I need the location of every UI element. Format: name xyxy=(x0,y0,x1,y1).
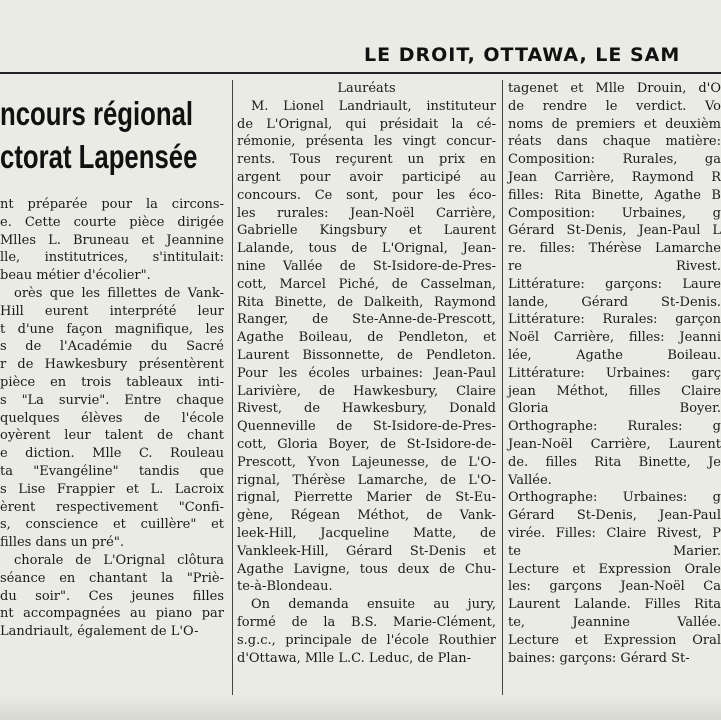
text-line: nine Vallée de St-Isidore-de-Pres- xyxy=(237,258,496,274)
text-line: baines: garçons: Gérard St- xyxy=(508,650,690,666)
column-rule-2 xyxy=(502,80,503,700)
text-line: orès que les fillettes de Vank- xyxy=(14,285,224,301)
text-line: e diction. Mlle C. Rouleau xyxy=(0,446,224,462)
text-line: t d'une façon magnifique, les xyxy=(0,321,224,337)
text-line: Littérature: Urbaines: garç xyxy=(508,365,721,381)
text-line: lle, institutrices, s'intitulait: xyxy=(0,250,224,266)
text-line: Gérard St-Denis, Jean-Paul L xyxy=(508,223,721,239)
text-line: réats dans chaque matière: xyxy=(508,134,721,150)
text-line: Ranger, de Ste-Anne-de-Prescott, xyxy=(237,312,496,328)
text-line: formé de la B.S. Marie-Clément, xyxy=(237,614,496,630)
text-line: pièce en trois tableaux inti- xyxy=(0,374,224,390)
text-line: Orthographe: Rurales: g xyxy=(508,419,721,435)
text-line: Gérard St-Denis, Jean-Paul xyxy=(508,508,721,524)
text-line: lée, Agathe Boileau. xyxy=(508,347,721,363)
text-line: Lecture et Expression Oral xyxy=(508,632,721,648)
text-line: beau métier d'écolier". xyxy=(0,268,151,284)
text-line: Agathe Boileau, de Pendleton, et xyxy=(237,330,496,346)
text-line: les: garçons Jean-Noël Ca xyxy=(508,579,721,595)
text-line: noms de premiers et deuxièm xyxy=(508,116,721,132)
masthead-rule xyxy=(0,72,721,74)
text-line: Laurent Bissonnette, de Pendleton. xyxy=(237,347,496,363)
text-line: Littérature: garçons: Laure xyxy=(508,276,721,292)
text-line: de L'Orignal, qui présidait la cé- xyxy=(237,116,496,132)
text-line: Vallée. xyxy=(508,472,552,488)
text-line: M. Lionel Landriault, instituteur xyxy=(251,98,496,114)
text-line: Gloria Boyer. xyxy=(508,401,721,417)
text-line: èrent respectivement "Confi- xyxy=(0,499,224,515)
text-line: filles dans un pré". xyxy=(0,535,124,551)
text-line: Gabrielle Kingsbury et Laurent xyxy=(237,223,496,239)
text-line: gène, Régean Méthot, de Vank- xyxy=(237,508,496,524)
text-line: concours. Ce sont, pour les éco- xyxy=(237,187,496,203)
text-line: s "La survie". Entre chaque xyxy=(0,392,224,408)
text-line: argent pour avoir participé au xyxy=(237,169,496,185)
text-line: Rivest, de Hawkesbury, Donald xyxy=(237,401,496,417)
text-line: tagenet et Mlle Drouin, d'O xyxy=(508,81,721,96)
text-line: Laurent Lalande. Filles Rita xyxy=(508,597,721,613)
text-line: séance en chantant la "Priè- xyxy=(0,570,224,586)
text-line: te Marier. xyxy=(508,543,721,559)
headline-line-1: ncours régional xyxy=(0,95,194,132)
text-line: e. Cette courte pièce dirigée xyxy=(0,214,224,230)
article-column-3 xyxy=(508,80,721,667)
text-line: ta "Evangéline" tandis que xyxy=(0,463,224,479)
text-line: Rita Binette, de Dalkeith, Raymond xyxy=(237,294,496,310)
text-line: d'Ottawa, Mlle L.C. Leduc, de Plan- xyxy=(237,650,471,666)
text-line: Hill eurent interprété leur xyxy=(0,303,224,319)
text-line: s, conscience et cuillère" et xyxy=(0,517,224,533)
text-line: Lalande, tous de L'Orignal, Jean- xyxy=(237,241,496,257)
text-line: Agathe Lavigne, tous deux de Chu- xyxy=(237,561,496,577)
text-line: Quenneville de St-Isidore-de-Pres- xyxy=(237,419,496,435)
text-line: te-à-Blondeau. xyxy=(237,579,333,595)
text-line: s Lise Frappier et L. Lacroix xyxy=(0,481,224,497)
text-line: du soir". Ces jeunes filles xyxy=(0,588,224,604)
article-column-1 xyxy=(0,196,224,641)
text-line: Littérature: Rurales: garçon xyxy=(508,312,721,328)
text-line: Landriault, également de L'O- xyxy=(0,624,199,640)
section-heading: Lauréats xyxy=(337,81,396,96)
headline-line-2: ctorat Lapensée xyxy=(0,138,198,175)
text-line: les rurales: Jean-Noël Carrière, xyxy=(237,205,496,221)
text-line: Vankleek-Hill, Gérard St-Denis et xyxy=(237,543,496,559)
bottom-edge xyxy=(0,695,721,720)
text-line: quelques élèves de l'école xyxy=(0,410,224,426)
text-line: Jean-Noël Carrière, Laurent xyxy=(508,436,721,452)
text-line: nt accompagnées au piano par xyxy=(0,606,224,622)
text-line: s de l'Académie du Sacré xyxy=(0,339,224,355)
text-line: Orthographe: Urbaines: g xyxy=(508,490,721,506)
text-line: de rendre le verdict. Vo xyxy=(508,98,721,114)
text-line: nt préparée pour la circons- xyxy=(0,197,224,212)
text-line: rémonie, présenta les vingt concur- xyxy=(237,134,496,150)
text-line: re Rivest. xyxy=(508,258,721,274)
text-line: Mlles L. Bruneau et Jeannine xyxy=(0,232,224,248)
text-line: lande, Gérard St-Denis. xyxy=(508,294,721,310)
text-line: rignal, Pierrette Marier de St-Eu- xyxy=(237,490,496,506)
text-line: rignal, Thérèse Lamarche, de L'O- xyxy=(237,472,496,488)
text-line: Lecture et Expression Orale xyxy=(508,561,721,577)
text-line: cott, Marcel Piché, de Casselman, xyxy=(237,276,496,292)
text-line: On demanda ensuite au jury, xyxy=(251,597,496,613)
text-line: Prescott, Yvon Lajeunesse, de L'O- xyxy=(237,454,496,470)
article-column-2 xyxy=(237,80,496,667)
text-line: Jean Carrière, Raymond R xyxy=(508,169,721,185)
text-line: jean Méthot, filles Claire xyxy=(508,383,721,399)
text-line: filles: Rita Binette, Agathe B xyxy=(508,187,721,203)
text-line: Composition: Rurales, ga xyxy=(508,152,721,168)
text-line: virée. Filles: Claire Rivest, P xyxy=(508,525,721,541)
text-line: re. filles: Thérèse Lamarche xyxy=(508,241,721,257)
text-line: te, Jeannine Vallée. xyxy=(508,614,721,630)
text-line: Pour les écoles urbaines: Jean-Paul xyxy=(237,365,496,381)
text-line: rents. Tous reçurent un prix en xyxy=(237,152,496,168)
text-line: Noël Carrière, filles: Jeanni xyxy=(508,330,721,346)
text-line: cott, Gloria Boyer, de St-Isidore-de- xyxy=(237,436,496,452)
text-line: Larivière, de Hawkesbury, Claire xyxy=(237,383,496,399)
masthead: LE DROIT, OTTAWA, LE SAM xyxy=(364,44,681,66)
text-line: leek-Hill, Jacqueline Matte, de xyxy=(237,525,496,541)
text-line: oyèrent leur talent de chant xyxy=(0,428,224,444)
text-line: de. filles Rita Binette, Je xyxy=(508,454,721,470)
text-line: s.g.c., principale de l'école Routhier xyxy=(237,632,496,648)
text-line: r de Hawkesbury présentèrent xyxy=(0,357,224,373)
text-line: chorale de L'Orignal clôtura xyxy=(14,552,224,568)
column-rule-1 xyxy=(232,80,233,700)
text-line: Composition: Urbaines, g xyxy=(508,205,721,221)
